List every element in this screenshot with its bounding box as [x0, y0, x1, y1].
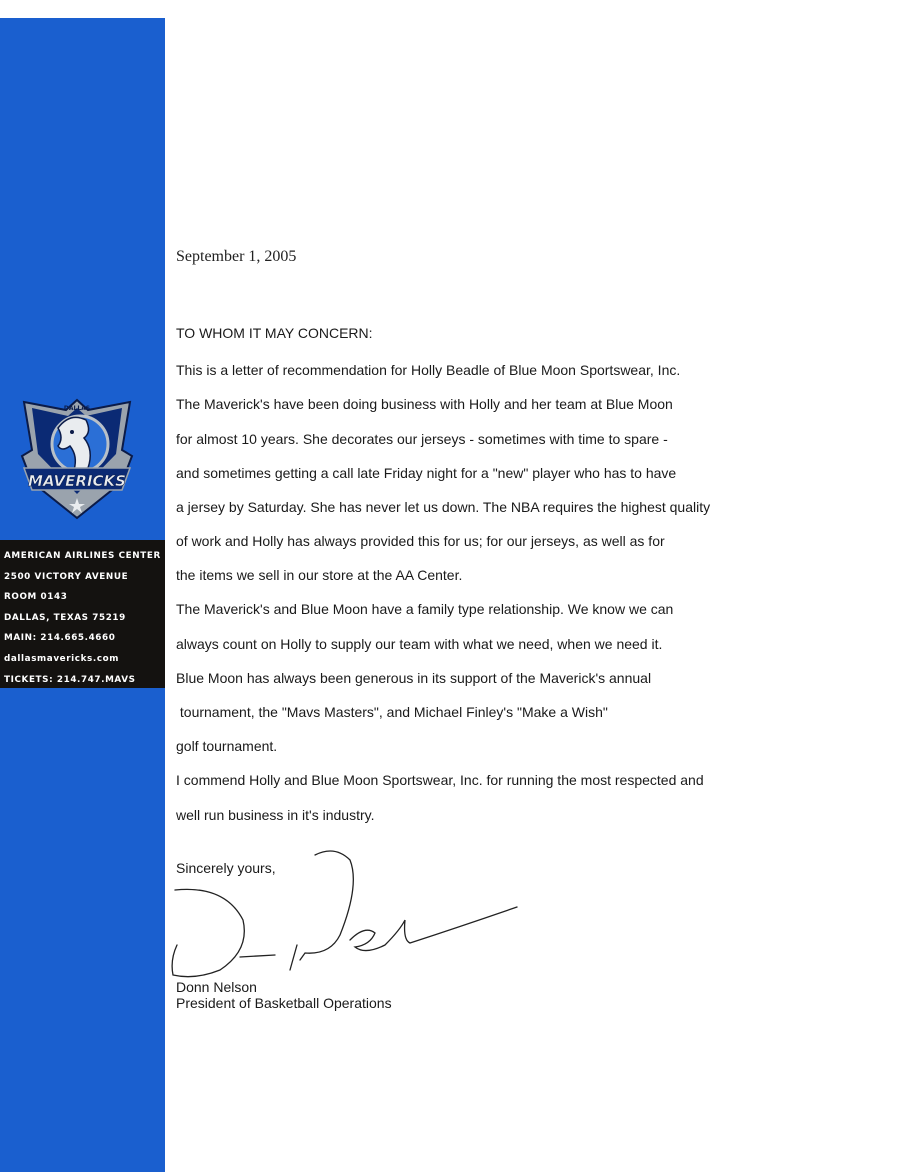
body-line: for almost 10 years. She decorates our jerseys - sometimes with time to spare -: [176, 431, 668, 447]
body-line: well run business in it's industry.: [176, 807, 375, 823]
logo-wordmark: MAVERICKS: [28, 472, 126, 490]
body-line: and sometimes getting a call late Friday night for a "new" player who has to have: [176, 465, 677, 481]
body-line: the items we sell in our store at the AA Center.: [176, 567, 463, 583]
salutation: TO WHOM IT MAY CONCERN:: [176, 325, 373, 341]
address-line: AMERICAN AIRLINES CENTER: [4, 551, 161, 561]
address-line: ROOM 0143: [4, 592, 68, 603]
body-line: The Maverick's have been doing business with Holly and her team at Blue Moon: [176, 396, 673, 412]
body-line: I commend Holly and Blue Moon Sportswear, Inc. for running the most respected and: [176, 772, 704, 788]
body-line: The Maverick's and Blue Moon have a family type relationship. We know we can: [176, 601, 674, 617]
closing: Sincerely yours,: [176, 860, 276, 876]
letter-date: September 1, 2005: [176, 248, 297, 265]
signer-title: President of Basketball Operations: [176, 995, 392, 1011]
address-block: [0, 540, 165, 688]
address-line: 2500 VICTORY AVENUE: [4, 571, 129, 582]
body-line: a jersey by Saturday. She has never let us down. The NBA requires the highest quality: [176, 499, 711, 515]
address-line: DALLAS, TEXAS 75219: [4, 612, 126, 623]
mavericks-logo: [18, 398, 136, 522]
body-line: tournament, the "Mavs Masters", and Michael Finley's "Make a Wish": [176, 704, 608, 720]
address-line: dallasmavericks.com: [4, 653, 120, 664]
body-line: always count on Holly to supply our team with what we need, when we need it.: [176, 636, 663, 652]
body-line: golf tournament.: [176, 738, 278, 754]
svg-text:DALLAS: DALLAS: [63, 405, 91, 412]
signer-name: Donn Nelson: [176, 979, 257, 995]
address-line: MAIN: 214.665.4660: [4, 633, 116, 644]
body-line: This is a letter of recommendation for Holly Beadle of Blue Moon Sportswear, Inc.: [176, 362, 681, 378]
handwritten-signature: [165, 845, 525, 985]
body-line: Blue Moon has always been generous in its support of the Maverick's annual: [176, 670, 652, 686]
body-line: of work and Holly has always provided this for us; for our jerseys, as well as for: [176, 533, 665, 549]
address-line: TICKETS: 214.747.MAVS: [4, 674, 136, 685]
